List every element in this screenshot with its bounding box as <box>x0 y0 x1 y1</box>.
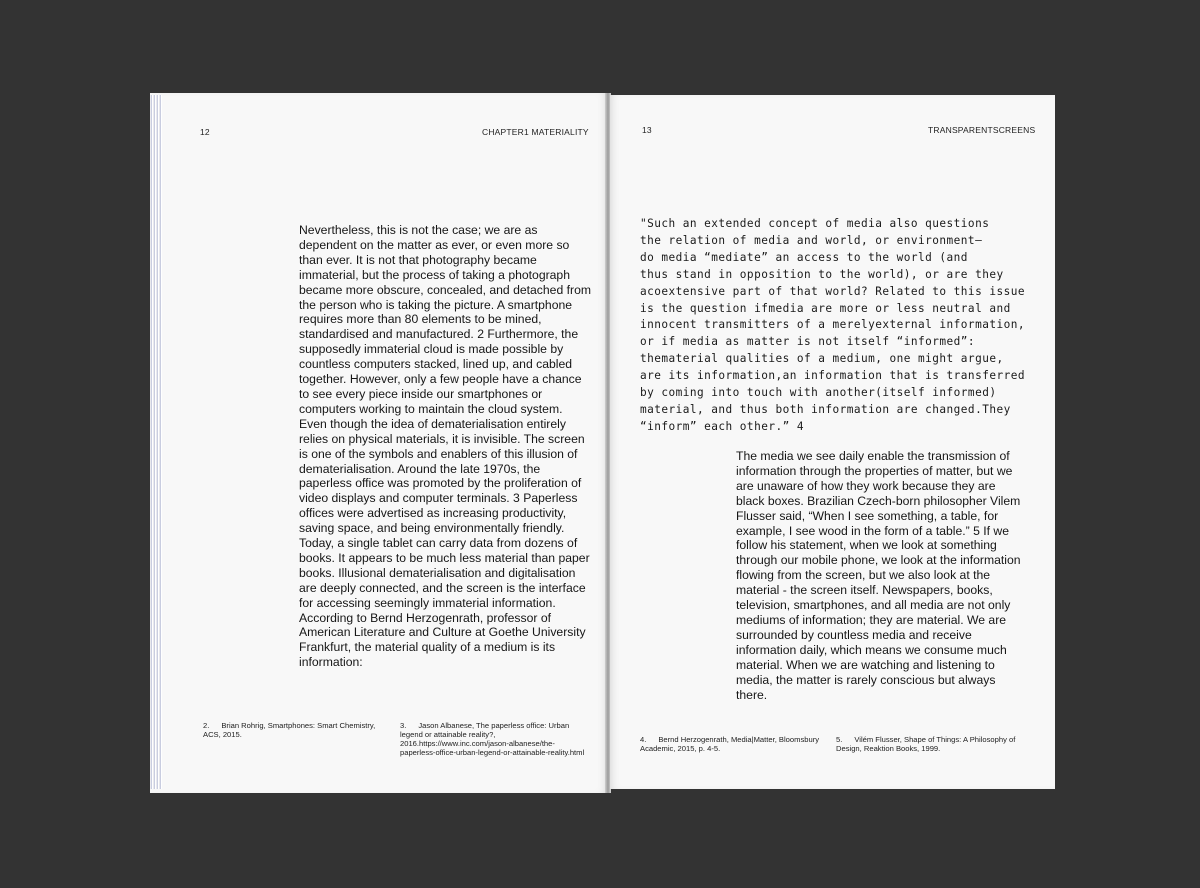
footnote-number: 2. <box>203 721 210 730</box>
footnote-text: Brian Rohrig, Smartphones: Smart Chemistry, ACS, 2015. <box>203 721 376 739</box>
footnote <box>203 721 388 739</box>
footnote-text: Bernd Herzogenrath, Media|Matter, Bloomsbury Academic, 2015, p. 4-5. <box>640 735 820 753</box>
running-header: CHAPTER1 MATERIALITY <box>482 127 589 137</box>
footnote-number: 5. <box>836 735 843 744</box>
footnote <box>640 735 820 753</box>
page-number: 13 <box>642 125 652 135</box>
page-number: 12 <box>200 127 210 137</box>
footnote <box>400 721 585 757</box>
footnote-text: Jason Albanese, The paperless office: Urban legend or attainable reality?, 2016.https://www.inc.com/jason-albanese/the-paperless-office-urban-legend-or-attainable-reality.html <box>400 721 585 757</box>
footnote-text: Vilém Flusser, Shape of Things: A Philosophy of Design, Reaktion Books, 1999. <box>836 735 1016 753</box>
block-quote: "Such an extended concept of media also questions the relation of media and world, or environment— do media “mediate” an access to the world (and thus stand in opposition to the world), or are they acoextensive part of that world? Related to this issue is the question ifmedia are more or less neutral and innocent transmitters of a merelyexternal information, or if media as matter is not itself “informed”: thematerial qualities of a medium, one might argue, are its information,an information that is transferred by coming into touch with another(itself informed) material, and thus both information are changed.They “inform” each other.” 4 <box>640 217 1025 433</box>
body-text: Nevertheless, this is not the case; we are as dependent on the matter as ever, or even more so than ever. It is not that photography became immaterial, but the process of taking a photograph became more obscure, concealed, and detached from the person who is taking the picture. A smartphone requires more than 80 elements to be mined, standardised and manufactured. 2 Furthermore, the supposedly immaterial cloud is made possible by countless computers stacked, lined up, and cabled together. However, only a few people have a chance to see every piece inside our smartphones or computers working to maintain the cloud system. Even though the idea of dematerialisation entirely relies on physical materials, it is invisible. The screen is one of the symbols and enablers of this illusion of dematerialisation. Around the late 1970s, the paperless office was promoted by the proliferation of video displays and computer terminals. 3 Paperless offices were advertised as increasing productivity, saving space, and being environmentally friendly. Today, a single tablet can carry data from dozens of books. It appears to be much less material than paper books. Illusional dematerialisation and digitalisation are deeply connected, and the screen is the interface for accessing seemingly immaterial information. According to Bernd Herzogenrath, professor of American Literature and Culture at Goethe University Frankfurt, the material quality of a medium is its information: <box>299 223 591 670</box>
footnote-number: 3. <box>400 721 407 730</box>
footnote-number: 4. <box>640 735 647 744</box>
right-page <box>610 95 1055 789</box>
left-page <box>150 93 607 793</box>
footnote <box>836 735 1016 753</box>
open-book-spread <box>150 93 1055 793</box>
running-header: TRANSPARENTSCREENS <box>928 125 1036 135</box>
body-text: The media we see daily enable the transmission of information through the properties of matter, but we are unaware of how they work because they are black boxes. Brazilian Czech-born philosopher Vilem Flusser said, “When I see something, a table, for example, I see wood in the form of a table.” 5 If we follow his statement, when we look at something through our mobile phone, we look at the information flowing from the screen, but we also look at the material - the screen itself. Newspapers, books, television, smartphones, and all media are not only mediums of information; they are material. We are surrounded by countless media and receive information daily, which means we consume much material. When we are watching and listening to media, the matter is rarely conscious but always there. <box>736 449 1021 702</box>
page-edges <box>150 95 162 789</box>
